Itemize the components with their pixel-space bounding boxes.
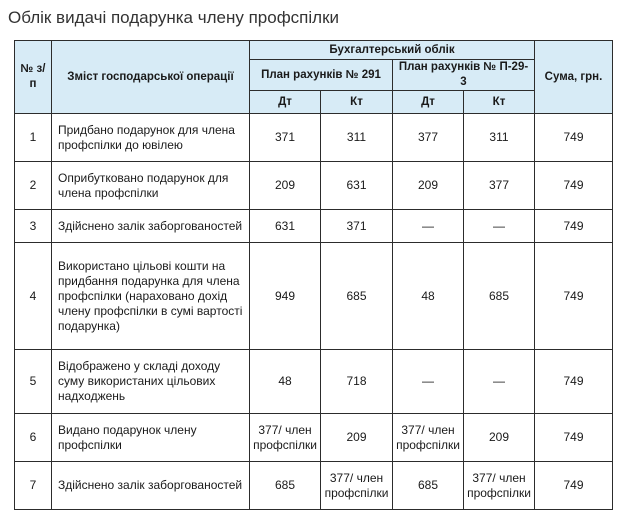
header-dt-1: Дт <box>250 91 321 114</box>
row-dt-291: 209 <box>250 162 321 210</box>
row-sum: 749 <box>535 414 613 462</box>
row-operation: Використано цільові кошти на придбання подарунка для члена профспілки (нараховано дохід члену профспілки в сумі вартості подарунка) <box>52 243 250 350</box>
row-dt-291: 48 <box>250 350 321 414</box>
table-row <box>15 414 613 462</box>
row-operation: Відображено у складі доходу суму використаних цільових надходжень <box>52 350 250 414</box>
row-sum: 749 <box>535 462 613 510</box>
table-row <box>15 243 613 350</box>
row-sum: 749 <box>535 243 613 350</box>
header-dt-2: Дт <box>393 91 464 114</box>
row-dt-p29: 377/ член профспілки <box>393 414 464 462</box>
row-dt-p29: 685 <box>393 462 464 510</box>
row-sum: 749 <box>535 162 613 210</box>
row-operation: Видано подарунок члену профспілки <box>52 414 250 462</box>
row-kt-p29: 685 <box>464 243 535 350</box>
row-number: 5 <box>15 350 52 414</box>
row-number: 7 <box>15 462 52 510</box>
row-kt-291: 371 <box>321 210 393 243</box>
row-dt-p29: 48 <box>393 243 464 350</box>
row-dt-p29: 209 <box>393 162 464 210</box>
row-kt-291: 718 <box>321 350 393 414</box>
row-sum: 749 <box>535 210 613 243</box>
row-dt-p29: — <box>393 210 464 243</box>
header-sum: Сума, грн. <box>535 41 613 114</box>
row-kt-291: 311 <box>321 114 393 162</box>
table-row <box>15 114 613 162</box>
row-operation: Здійснено залік заборгованостей <box>52 462 250 510</box>
row-kt-p29: 209 <box>464 414 535 462</box>
row-number: 2 <box>15 162 52 210</box>
header-num: № з/п <box>15 41 52 114</box>
row-number: 3 <box>15 210 52 243</box>
table-row <box>15 210 613 243</box>
row-dt-291: 631 <box>250 210 321 243</box>
row-dt-p29: — <box>393 350 464 414</box>
header-plan-291: План рахунків № 291 <box>250 60 393 91</box>
row-dt-291: 685 <box>250 462 321 510</box>
row-number: 1 <box>15 114 52 162</box>
row-kt-291: 377/ член профспілки <box>321 462 393 510</box>
row-kt-291: 209 <box>321 414 393 462</box>
row-kt-p29: 311 <box>464 114 535 162</box>
row-kt-p29: — <box>464 210 535 243</box>
row-kt-p29: — <box>464 350 535 414</box>
row-sum: 749 <box>535 350 613 414</box>
row-operation: Здійснено залік заборгованостей <box>52 210 250 243</box>
page-title: Облік видачі подарунка члену профспілки <box>8 8 340 27</box>
header-accounting: Бухгалтерський облік <box>250 41 535 60</box>
row-kt-p29: 377/ член профспілки <box>464 462 535 510</box>
row-number: 4 <box>15 243 52 350</box>
row-kt-291: 685 <box>321 243 393 350</box>
header-kt-2: Кт <box>464 91 535 114</box>
row-kt-291: 631 <box>321 162 393 210</box>
row-dt-291: 377/ член профспілки <box>250 414 321 462</box>
row-kt-p29: 377 <box>464 162 535 210</box>
row-dt-p29: 377 <box>393 114 464 162</box>
row-operation: Оприбутковано подарунок для члена профспілки <box>52 162 250 210</box>
header-plan-p29-3: План рахунків № П-29-3 <box>393 60 535 91</box>
table-row <box>15 350 613 414</box>
row-sum: 749 <box>535 114 613 162</box>
table-row <box>15 462 613 510</box>
row-operation: Придбано подарунок для члена профспілки до ювілею <box>52 114 250 162</box>
header-operation: Зміст господарської операції <box>52 41 250 114</box>
header-kt-1: Кт <box>321 91 393 114</box>
accounting-table <box>14 40 613 510</box>
row-dt-291: 949 <box>250 243 321 350</box>
row-number: 6 <box>15 414 52 462</box>
row-dt-291: 371 <box>250 114 321 162</box>
table-row <box>15 162 613 210</box>
